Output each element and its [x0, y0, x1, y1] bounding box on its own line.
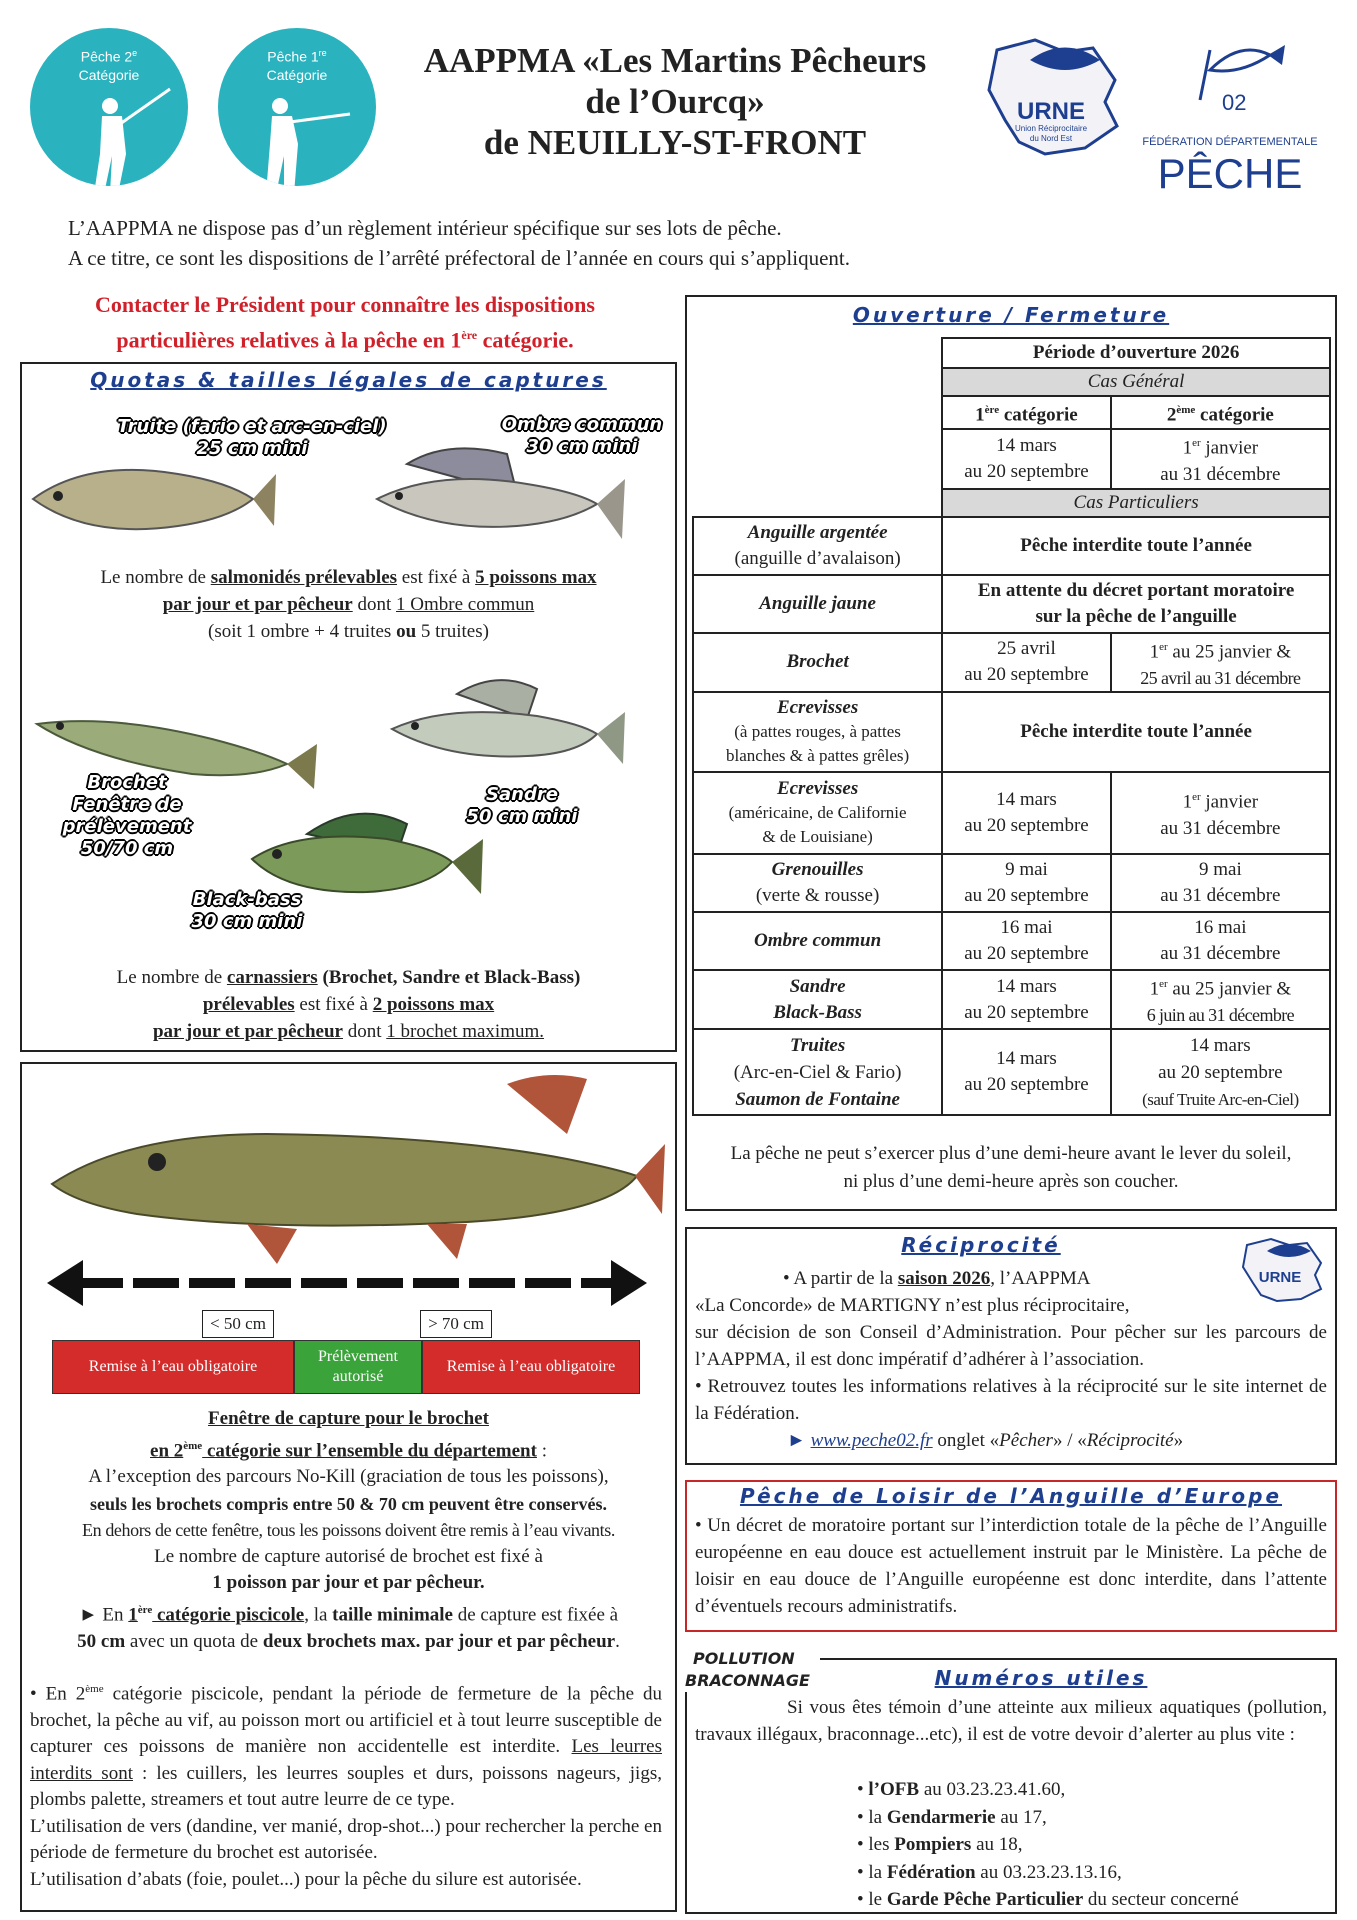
table-row: Anguille jaune En attente du décret portant moratoire sur la pêche de l’anguille [693, 575, 1330, 633]
list-item: • la Gendarmerie au 17, [857, 1806, 1047, 1828]
truite-illustration [28, 444, 278, 554]
anguille-section [685, 1480, 1337, 1632]
list-item: • le Garde Pêche Particulier du secteur concerné [857, 1889, 1239, 1910]
list-item: • les Pompiers au 18, [857, 1834, 1023, 1855]
ouverture-table [692, 337, 1331, 1116]
anguille-heading: Pêche de Loisir de l’Anguille d’Europe [739, 1484, 1283, 1508]
quotas-heading: Quotas & tailles légales de captures [90, 368, 607, 392]
cas-general-header: Cas Général [942, 368, 1330, 396]
pike-illustration [47, 1064, 667, 1274]
fermeture-brochet-text: • En 2ème catégorie piscicole, pendant la période de fermeture de la pêche du brochet, la pêche au vif, au poisson mort ou artificiel et à tout leurre susceptible de capturer ces poissons de manière non accidentelle est interdite. Les leurres interdits sont : les cuillers, les leurres souples et durs, poissons nageurs, jigs, plombs palette, streamers et tout autre leurre de ce type. L’utilisation de vers (dandine, ver manié, drop-shot...) pour rechercher la perche en période de fermeture du brochet est autorisée. L’utilisation d’abats (foie, poulet...) pour la pêche du silure est autorisée. [30, 1683, 662, 1890]
page-title: AAPPMA «Les Martins Pêcheurs de l’Ourcq» de NEUILLY-ST-FRONT [423, 41, 927, 162]
intro-text: L’AAPPMA ne dispose pas d’un règlement intérieur spécifique sur ses lots de pêche. A ce titre, ce sont les dispositions de l’arrêté préfectoral de l’année en cours qui s’appliquent. [68, 216, 850, 270]
peche02-link[interactable]: www.peche02.fr [810, 1430, 933, 1451]
size-arrow [47, 1260, 647, 1306]
badge-peche-1re-categorie: Pêche 1re Catégorie [218, 28, 376, 186]
urne-logo: URNE Union Réciprocitaire du Nord Est [975, 30, 1125, 160]
angler-icon [218, 84, 376, 186]
numeros-heading: Numéros utiles [934, 1666, 1148, 1690]
table-row: Sandre Black-Bass 14 mars au 20 septembre 1er au 25 janvier & 6 juin au 31 décembre [693, 970, 1330, 1029]
table-row: Ecrevisses (à pattes rouges, à pattes blanches & à pattes grêles) Pêche interdite toute l’année [693, 692, 1330, 772]
numeros-section [685, 1649, 1337, 1914]
label-gt-70cm: > 70 cm [420, 1310, 492, 1338]
salmonides-text: Le nombre de salmonidés prélevables est fixé à 5 poissons max par jour et par pêcheur dont 1 Ombre commun (soit 1 ombre + 4 truites ou 5 truites) [100, 567, 597, 642]
table-row: Brochet 25 avril au 20 septembre 1er au 25 janvier & 25 avril au 31 décembre [693, 633, 1330, 692]
fenetre-capture-text: Fenêtre de capture pour le brochet en 2ème catégorie sur l’ensemble du département : A l’exception des parcours No-Kill (graciation de tous les poissons), seuls les brochets compris entre 50 & 70 cm peuvent être conservés. En dehors de cette fenêtre, tous les poissons doivent être remis à l’eau vivants. Le nombre de capture autorisé de brochet est fixé à 1 poisson par jour et par pêcheur. ► En 1ère catégorie piscicole, la taille minimale de capture est fixée à 50 cm avec un quota de deux brochets max. par jour et par pêcheur. [77, 1408, 620, 1652]
table-row: Ombre commun 16 mai au 20 septembre 16 mai au 31 décembre [693, 912, 1330, 970]
gen-cat1-cell: 14 mars au 20 septembre [942, 429, 1111, 488]
reciprocite-heading: Réciprocité [901, 1233, 1061, 1257]
pollution-braconnage-tag: POLLUTION BRACONNAGE [685, 1648, 820, 1692]
reciprocite-section [685, 1227, 1337, 1465]
ombre-caption: Ombre commun 30 cm mini [501, 414, 663, 457]
anguille-text: • Un décret de moratoire portant sur l’interdiction totale de la pêche de l’Anguille européenne en eau douce est actuellement instruit par le Ministère. La pêche de loisir en eau douce de l’Anguille européenne est donc interdite, dans l’attente d’éventuels recours administratifs. [695, 1515, 1327, 1617]
cat2-header: 2ème catégorie [1111, 396, 1330, 429]
sandre-illustration [387, 664, 627, 784]
urne-logo-small: URNE [1235, 1233, 1325, 1303]
brochet-window-section [20, 1062, 677, 1912]
sandre-caption: Sandre 50 cm mini [466, 784, 578, 827]
reciprocite-text: • A partir de la saison 2026, l’AAPPMA «La Concorde» de MARTIGNY n’est plus réciprocitaire, sur décision de son Conseil d’Administration. Pour pêcher sur les parcours de l’AAPPMA, il est donc impératif d’adhérer à l’association. • Retrouvez toutes les informations relatives à la réciprocité sur le site internet de la Fédération. ► www.peche02.fr onglet «Pêcher» / «Réciprocité» [695, 1268, 1327, 1451]
badge-peche-2e-categorie: Pêche 2e Catégorie [30, 28, 188, 186]
contact-president: Contacter le Président pour connaître les dispositions particulières relatives à la pêche en 1ère catégorie. [95, 292, 595, 353]
bar-remise-left: Remise à l’eau obligatoire [52, 1340, 294, 1394]
carnassiers-text: Le nombre de carnassiers (Brochet, Sandre et Black-Bass) prélevables est fixé à 2 poissons max par jour et par pêcheur dont 1 brochet maximum. [116, 967, 581, 1042]
numeros-intro: Si vous êtes témoin d’une atteinte aux milieux aquatiques (pollution, travaux illégaux, braconnage...etc), il est de votre devoir d’alerter au plus vite : [695, 1697, 1327, 1745]
federation-logo: 02 FÉDÉRATION DÉPARTEMENTALE PÊCHE [1140, 30, 1320, 200]
soleil-note: La pêche ne peut s’exercer plus d’une demi-heure avant le lever du soleil, ni plus d’une demi-heure après son coucher. [730, 1143, 1292, 1192]
cas-particuliers-header: Cas Particuliers [942, 489, 1330, 517]
gen-cat2-cell: 1er janvier au 31 décembre [1111, 429, 1330, 488]
quotas-section [20, 362, 677, 1052]
label-lt-50cm: < 50 cm [202, 1310, 274, 1338]
table-row: Ecrevisses (américaine, de Californie & de Louisiane) 14 mars au 20 septembre 1er janvier au 31 décembre [693, 772, 1330, 854]
bar-remise-right: Remise à l’eau obligatoire [422, 1340, 640, 1394]
black-bass-caption: Black-bass 30 cm mini [191, 889, 303, 932]
truite-caption: Truite (fario et arc-en-ciel) 25 cm mini [117, 416, 387, 459]
list-item: • la Fédération au 03.23.23.13.16, [857, 1861, 1122, 1883]
brochet-caption: Brochet Fenêtre de prélèvement 50/70 cm [62, 772, 192, 859]
cat1-header: 1ère catégorie [942, 396, 1111, 429]
bar-prelevement: Prélèvement autorisé [294, 1340, 422, 1394]
periode-header: Période d’ouverture 2026 [942, 338, 1330, 368]
ouverture-heading: Ouverture / Fermeture [852, 303, 1170, 327]
list-item: • l’OFB au 03.23.23.41.60, [857, 1779, 1066, 1800]
numeros-list [857, 1776, 1239, 1914]
table-row: Anguille argentée (anguille d’avalaison) Pêche interdite toute l’année [693, 517, 1330, 575]
table-row: Truites (Arc-en-Ciel & Fario) Saumon de Fontaine 14 mars au 20 septembre 14 mars au 20 septembre (sauf Truite Arc-en-Ciel) [693, 1029, 1330, 1115]
table-row: Grenouilles (verte & rousse) 9 mai au 20 septembre 9 mai au 31 décembre [693, 854, 1330, 912]
angler-icon [30, 84, 188, 186]
